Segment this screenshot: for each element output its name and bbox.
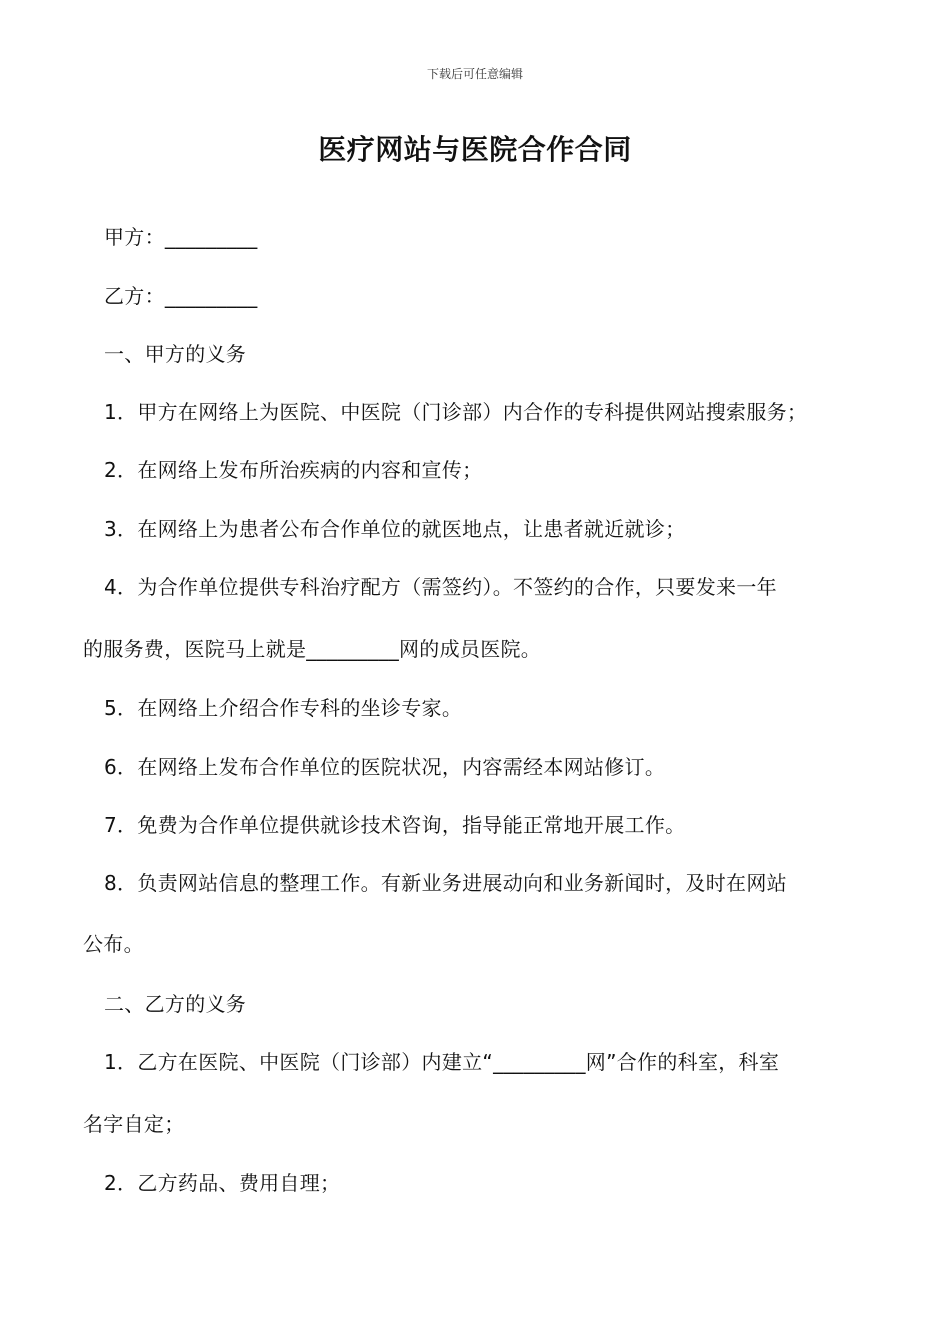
clause-a-6: 6．在网络上发布合作单位的医院状况，内容需经本网站修订。 xyxy=(104,755,666,779)
clause-b-1-continued: 名字自定； xyxy=(83,1112,185,1136)
clause-a-4-continued: 的服务费，医院马上就是_________网的成员医院。 xyxy=(83,637,542,661)
section-heading-party-a-obligations: 一、甲方的义务 xyxy=(104,342,247,366)
section-heading-party-b-obligations: 二、乙方的义务 xyxy=(104,992,247,1016)
clause-a-2: 2．在网络上发布所治疾病的内容和宣传； xyxy=(104,458,483,482)
clause-a-4: 4．为合作单位提供专科治疗配方（需签约）。不签约的合作，只要发来一年 xyxy=(104,575,777,599)
clause-a-3: 3．在网络上为患者公布合作单位的就医地点，让患者就近就诊； xyxy=(104,517,686,541)
clause-a-8-continued: 公布。 xyxy=(83,932,144,956)
clause-b-1: 1．乙方在医院、中医院（门诊部）内建立“_________网”合作的科室，科室 xyxy=(104,1050,780,1074)
clause-a-7: 7．免费为合作单位提供就诊技术咨询，指导能正常地开展工作。 xyxy=(104,813,686,837)
party-a-line: 甲方：_________ xyxy=(104,225,258,249)
document-title: 医疗网站与医院合作合同 xyxy=(318,133,632,166)
party-b-line: 乙方：_________ xyxy=(104,284,258,308)
clause-b-2: 2．乙方药品、费用自理； xyxy=(104,1171,341,1195)
clause-a-8: 8．负责网站信息的整理工作。有新业务进展动向和业务新闻时，及时在网站 xyxy=(104,871,787,895)
header-note: 下载后可任意编辑 xyxy=(426,67,523,81)
clause-a-1: 1．甲方在网络上为医院、中医院（门诊部）内合作的专科提供网站搜索服务； xyxy=(104,400,808,424)
clause-a-5: 5．在网络上介绍合作专科的坐诊专家。 xyxy=(104,696,463,720)
